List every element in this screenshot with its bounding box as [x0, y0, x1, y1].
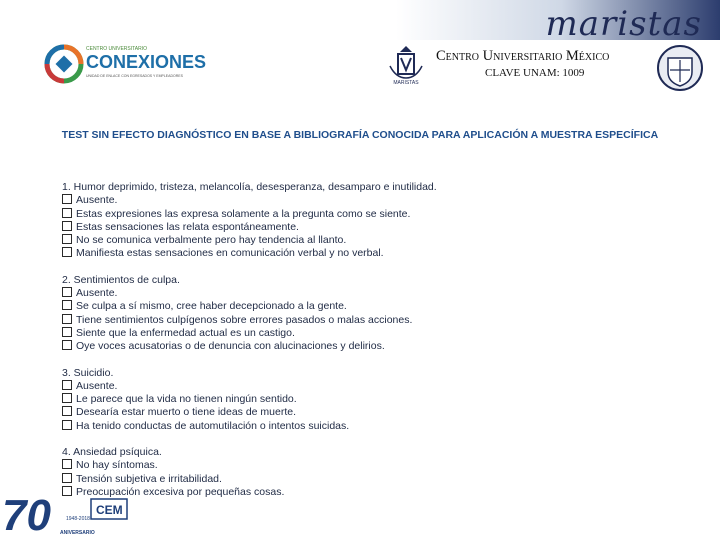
- conexiones-small-label: CENTRO UNIVERSITARIO: [86, 46, 148, 52]
- option-item[interactable]: [62, 300, 702, 313]
- option-item[interactable]: [62, 380, 702, 393]
- option-item[interactable]: [62, 221, 702, 234]
- checkbox-icon[interactable]: [62, 300, 72, 310]
- conexiones-name: CONEXIONES: [86, 52, 207, 72]
- conexiones-logo: [44, 44, 207, 86]
- option-label: Manifiesta estas sensaciones en comunicación verbal y no verbal.: [76, 247, 384, 260]
- checkbox-icon[interactable]: [62, 314, 72, 324]
- checkbox-icon[interactable]: [62, 473, 72, 483]
- option-label: Estas expresiones las expresa solamente a la pregunta como se siente.: [76, 207, 411, 220]
- cem-logo: [90, 498, 128, 528]
- checkbox-icon[interactable]: [62, 380, 72, 390]
- question-title: 3. Suicidio.: [62, 366, 114, 379]
- option-item[interactable]: [62, 473, 702, 486]
- checkbox-icon[interactable]: [62, 234, 72, 244]
- question-section: [62, 367, 702, 433]
- checkbox-icon[interactable]: [62, 406, 72, 416]
- option-label: Ausente.: [76, 194, 118, 207]
- anniversary-years: 1948-2018: [66, 516, 90, 522]
- option-label: Siente que la enfermedad actual es un castigo.: [76, 326, 295, 339]
- option-label: Ausente.: [76, 379, 118, 392]
- checkbox-icon[interactable]: [62, 247, 72, 257]
- cem-text: CEM: [96, 503, 123, 517]
- checkbox-icon[interactable]: [62, 459, 72, 469]
- document-heading: TEST SIN EFECTO DIAGNÓSTICO EN BASE A BIBLIOGRAFÍA CONOCIDA PARA APLICACIÓN A MUESTRA ESPECÍFICA: [61, 129, 659, 141]
- option-label: Preocupación excesiva por pequeñas cosas.: [76, 485, 285, 498]
- option-label: Ausente.: [76, 287, 118, 300]
- checkbox-icon[interactable]: [62, 327, 72, 337]
- option-item[interactable]: [62, 208, 702, 221]
- option-item[interactable]: [62, 194, 702, 207]
- option-item[interactable]: [62, 340, 702, 353]
- option-item[interactable]: [62, 420, 702, 433]
- option-label: Tensión subjetiva e irritabilidad.: [76, 472, 222, 485]
- question-title: 2. Sentimientos de culpa.: [62, 273, 180, 286]
- option-item[interactable]: [62, 314, 702, 327]
- checkbox-icon[interactable]: [62, 287, 72, 297]
- checkbox-icon[interactable]: [62, 194, 72, 204]
- conexiones-emblem-icon: [44, 44, 84, 84]
- option-item[interactable]: [62, 393, 702, 406]
- checkbox-icon[interactable]: [62, 221, 72, 231]
- checkbox-icon[interactable]: [62, 340, 72, 350]
- checkbox-icon[interactable]: [62, 420, 72, 430]
- conexiones-tagline: UNIDAD DE ENLACE CON EGRESADOS Y EMPLEADORES: [86, 74, 183, 78]
- option-item[interactable]: [62, 327, 702, 340]
- questionnaire: [62, 181, 702, 512]
- option-label: Oye voces acusatorias o de denuncia con alucinaciones y delirios.: [76, 340, 385, 353]
- option-label: Ha tenido conductas de automutilación o intentos suicidas.: [76, 419, 350, 432]
- option-label: Tiene sentimientos culpígenos sobre errores pasados o malas acciones.: [76, 313, 413, 326]
- maristas-wordmark: maristas: [545, 4, 702, 44]
- anniversary-number: 70: [2, 491, 51, 540]
- option-label: No se comunica verbalmente pero hay tendencia al llanto.: [76, 234, 347, 247]
- option-label: Se culpa a sí mismo, cree haber decepcionado a la gente.: [76, 300, 347, 313]
- unam-shield-icon: [656, 44, 704, 92]
- option-item[interactable]: [62, 234, 702, 247]
- option-label: No hay síntomas.: [76, 459, 158, 472]
- checkbox-icon[interactable]: [62, 208, 72, 218]
- question-section: [62, 446, 702, 499]
- option-label: Desearía estar muerto o tiene ideas de muerte.: [76, 406, 297, 419]
- institution-name: Centro Universitario México: [436, 48, 610, 64]
- option-item[interactable]: [62, 406, 702, 419]
- question-section: [62, 181, 702, 261]
- option-item[interactable]: [62, 459, 702, 472]
- anniversary-label: ANIVERSARIO: [60, 530, 95, 536]
- marist-seal-label: MARISTAS: [393, 80, 419, 86]
- option-item[interactable]: [62, 287, 702, 300]
- option-label: Estas sensaciones las relata espontáneamente.: [76, 220, 299, 233]
- question-title: 4. Ansiedad psíquica.: [62, 446, 162, 459]
- option-item[interactable]: [62, 486, 702, 499]
- option-item[interactable]: [62, 247, 702, 260]
- checkbox-icon[interactable]: [62, 393, 72, 403]
- option-label: Le parece que la vida no tienen ningún sentido.: [76, 393, 297, 406]
- question-title: 1. Humor deprimido, tristeza, melancolía, desesperanza, desamparo e inutilidad.: [62, 181, 437, 193]
- clave-unam: CLAVE UNAM: 1009: [485, 67, 585, 79]
- question-section: [62, 274, 702, 354]
